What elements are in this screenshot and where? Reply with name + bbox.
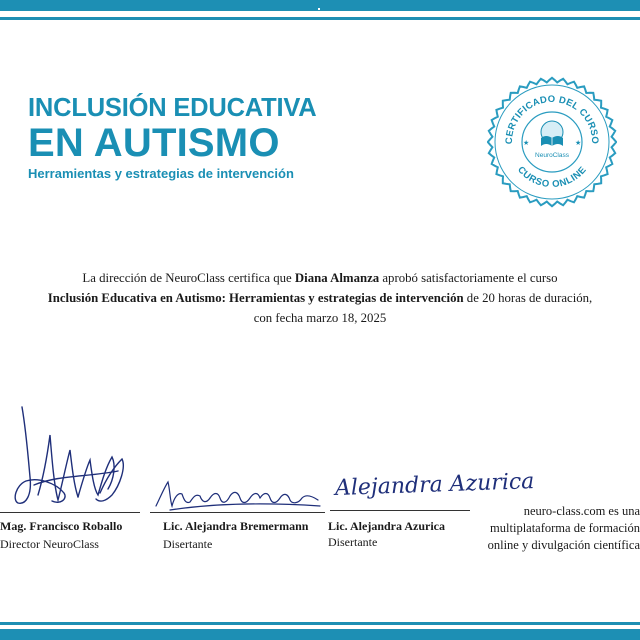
- signature-1-name: Mag. Francisco Roballo: [0, 519, 123, 533]
- signature-1-graphic: [8, 405, 133, 515]
- signature-3-handwriting: Alejandra Azurica: [334, 469, 535, 502]
- top-border-line: [0, 17, 640, 20]
- platform-line3: online y divulgación científica: [487, 538, 640, 552]
- svg-text:★: ★: [575, 139, 582, 147]
- signature-3-graphic: [333, 457, 535, 509]
- course-full-name: Inclusión Educativa en Autismo: Herramientas y estrategias de intervención: [47, 291, 464, 305]
- signature-3-line: [330, 510, 470, 511]
- book-brain-icon: [541, 121, 563, 146]
- bottom-border-line: [0, 622, 640, 625]
- signature-2-role: Disertante: [163, 537, 213, 551]
- signature-2-line: [150, 512, 325, 513]
- seal-brand-text: NeuroClass: [535, 152, 569, 159]
- signature-2-graphic: [150, 470, 325, 515]
- certificate-statement: [0, 268, 640, 328]
- seal-graphic: [487, 72, 617, 212]
- signature-3-role: Disertante: [328, 535, 378, 549]
- statement-line2: [0, 288, 640, 308]
- statement-suffix: aprobó satisfactoriamente el curso: [379, 271, 558, 285]
- svg-text:CURSO ONLINE: [515, 164, 589, 190]
- top-border-bar: [0, 0, 640, 11]
- seal-bottom-text: CURSO ONLINE: [515, 164, 589, 191]
- signature-2-name: Lic. Alejandra Bremermann: [163, 519, 309, 533]
- signature-1-role: Director NeuroClass: [0, 537, 99, 551]
- svg-text:★: ★: [523, 139, 530, 147]
- platform-description: [488, 503, 640, 554]
- platform-line1: neuro-class.com es una: [523, 504, 640, 518]
- course-title-line1: INCLUSIÓN EDUCATIVA: [28, 94, 317, 122]
- platform-line2: multiplataforma de formación: [490, 521, 640, 535]
- statement-line1: [0, 268, 640, 288]
- course-title-block: [28, 94, 317, 184]
- bottom-border-bar: [0, 629, 640, 640]
- signature-1-line: [0, 512, 140, 513]
- course-duration: de 20 horas de duración,: [463, 291, 593, 305]
- course-subtitle: Herramientas y estrategias de intervención: [28, 166, 294, 181]
- certificate-seal: [487, 72, 617, 212]
- seal-top-text: CERTIFICADO DEL CURSO: [503, 93, 601, 145]
- statement-prefix: La dirección de NeuroClass certifica que: [82, 271, 295, 285]
- student-name: Diana Almanza: [294, 271, 380, 285]
- statement-line3: con fecha marzo 18, 2025: [253, 311, 387, 325]
- signature-3-name: Lic. Alejandra Azurica: [328, 519, 445, 533]
- top-border-dot: [318, 8, 320, 10]
- course-title-line2: EN AUTISMO: [28, 121, 280, 165]
